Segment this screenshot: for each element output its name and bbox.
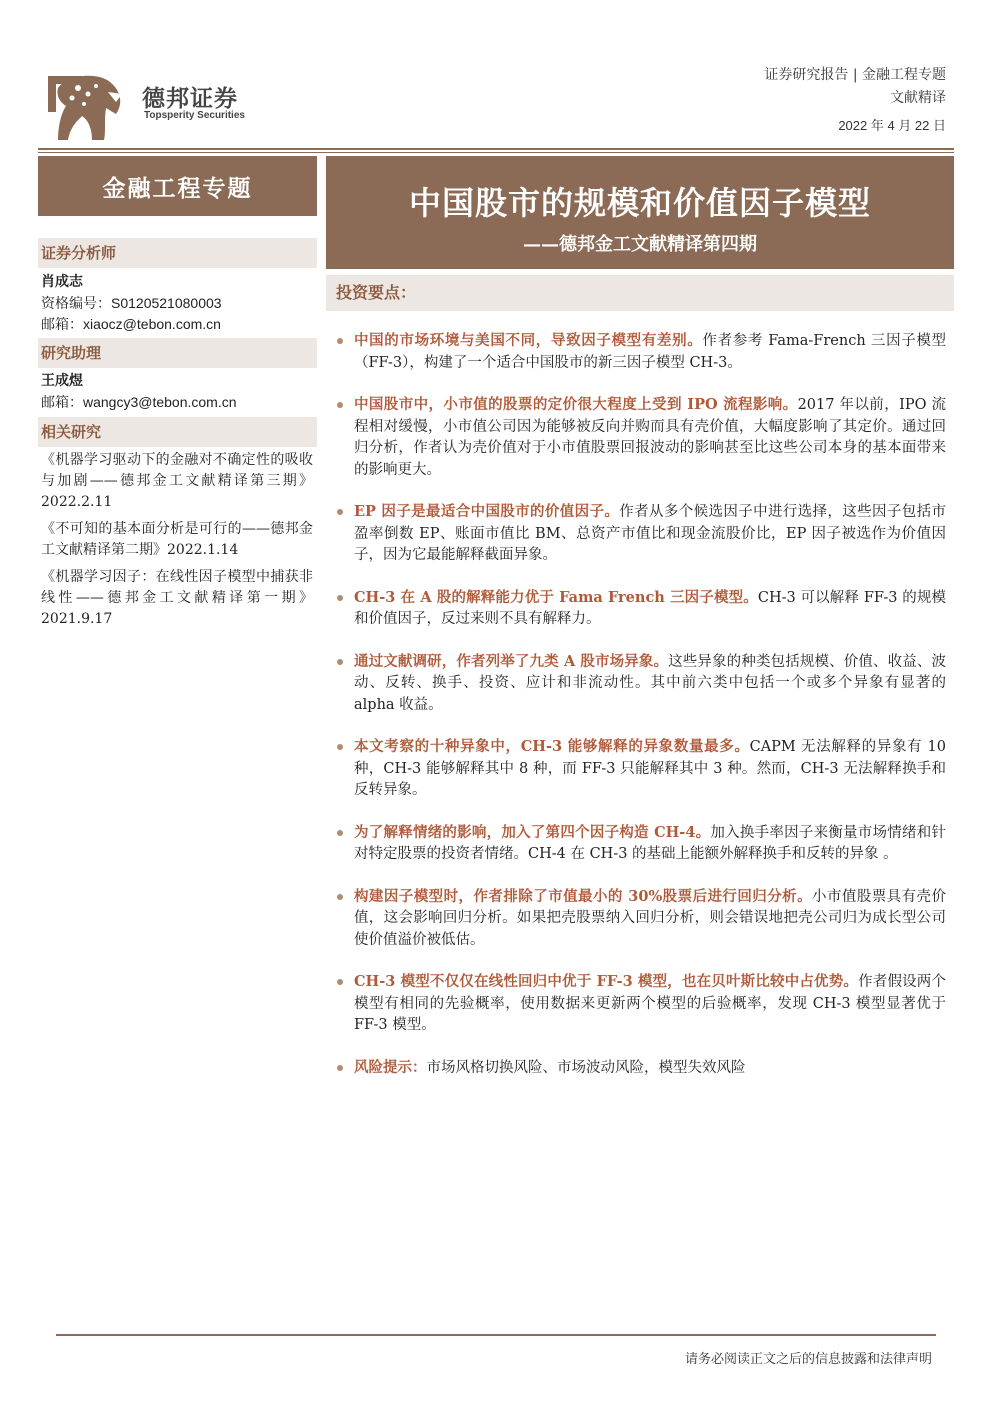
brand-name-cn: 德邦证券 (142, 86, 238, 112)
key-point (334, 394, 946, 481)
report-subtype: 文献精译 (890, 90, 946, 106)
report-meta (764, 64, 946, 137)
risk-warning (334, 1057, 946, 1080)
assistant-name: 王成煜 (41, 373, 83, 389)
key-point-highlight: 中国股市中，小市值的股票的定价很大程度上受到 IPO 流程影响。 (354, 396, 798, 413)
key-point-text: 2017 年以前，IPO 流程相对缓慢，小市值公司因为能够被反向并购而具有壳价值，大幅度影响了其定价。通过回归分析，作者认为壳价值对于小市值股票回报波动的影响甚至比这些公司本身的基本面带来的影响更大。 (354, 397, 946, 478)
bullet-icon (337, 509, 343, 515)
bullet-icon (337, 402, 343, 408)
key-point-text: CH-3 可以解释 FF-3 的规模和价值因子，反过来则不具有解释力。 (354, 589, 946, 627)
report-title: 中国股市的规模和价值因子模型 (408, 184, 871, 222)
bullet-icon (337, 338, 343, 344)
key-points-list (334, 330, 946, 1099)
analyst-section-heading: 证券分析师 (38, 238, 317, 268)
footer-disclaimer: 请务必阅读正文之后的信息披露和法律声明 (684, 1352, 932, 1367)
company-logo (46, 72, 126, 140)
bullet-icon (337, 744, 343, 750)
header-divider (38, 148, 954, 150)
key-points-heading: 投资要点： (326, 275, 954, 311)
key-point-highlight: 本文考察的十种异象中，CH-3 能够解释的异象数量最多。 (354, 738, 750, 755)
key-point-text: 小市值股票具有壳价值，这会影响回归分析。如果把壳股票纳入回归分析，则会错误地把壳公司归为成长型公司使价值溢价被低估。 (354, 888, 946, 948)
key-point-highlight: 通过文献调研，作者列举了九类 A 股市场异象。 (354, 652, 669, 670)
analyst-email: 邮箱：xiaocz@tebon.com.cn (41, 316, 221, 332)
report-type: 证券研究报告 | 金融工程专题 (764, 67, 946, 83)
key-point (334, 971, 946, 1037)
related-research-list (41, 450, 313, 636)
report-subtitle: ——德邦金工文献精译第四期 (523, 234, 757, 255)
key-point (334, 886, 946, 952)
key-point-highlight: 为了解释情绪的影响，加入了第四个因子构造 CH-4。 (354, 823, 711, 841)
related-section-heading: 相关研究 (38, 417, 317, 447)
risk-warning-label: 风险提示： (354, 1058, 427, 1076)
key-point-highlight: 中国的市场环境与美国不同，导致因子模型有差别。 (354, 332, 703, 349)
brand-name-en: Topsperity Securities (144, 110, 245, 121)
bullet-icon (337, 894, 343, 900)
key-point-text: 作者假设两个模型有相同的先验概率，使用数据来更新两个模型的后验概率，发现 CH-3 模型显著优于 FF-3 模型。 (354, 974, 946, 1033)
footer-divider (56, 1334, 936, 1336)
analyst-info (41, 272, 313, 335)
key-point-text: 作者从多个候选因子中进行选择，这些因子包括市盈率倒数 EP、账面市值比 BM、总资产市值比和现金流股价比，EP 因子被选作为价值因子，因为它最能解释截面异象。 (354, 504, 946, 563)
key-point (334, 587, 946, 631)
key-point (334, 822, 946, 866)
key-point-text: 作者参考 Fama-French 三因子模型（FF-3），构建了一个适合中国股市的新三因子模型 CH-3。 (354, 333, 947, 371)
assistant-email: 邮箱：wangcy3@tebon.com.cn (41, 394, 237, 410)
key-point (334, 736, 946, 802)
key-point-text: CAPM 无法解释的异象有 10 种，CH-3 能够解释其中 8 种，而 FF-3 只能解释其中 3 种。然而，CH-3 无法解释换手和反转异象。 (354, 739, 946, 798)
related-research-item[interactable]: 《机器学习驱动下的金融对不确定性的吸收与加剧——德邦金工文献精译第三期》2022.2.11 (41, 452, 313, 510)
key-point-highlight: EP 因子是最适合中国股市的价值因子。 (354, 503, 620, 520)
assistant-info (41, 371, 313, 413)
key-point (334, 501, 946, 567)
key-point-highlight: CH-3 在 A 股的解释能力优于 Fama French 三因子模型。 (354, 588, 758, 606)
bullet-icon (337, 659, 343, 665)
bullet-icon (337, 1065, 343, 1071)
related-research-item[interactable]: 《机器学习因子：在线性因子模型中捕获非线性——德邦金工文献精译第一期》2021.9.17 (41, 569, 313, 627)
title-banner (326, 156, 954, 269)
header-divider-thin (38, 152, 954, 153)
key-point-text: 这些异象的种类包括规模、价值、收益、波动、反转、换手、投资、应计和非流动性。其中前六类中包括一个或多个异象有显著的 alpha 收益。 (354, 653, 946, 713)
key-point-highlight: CH-3 模型不仅仅在线性回归中优于 FF-3 模型，也在贝叶斯比较中占优势。 (354, 973, 859, 990)
related-research-item[interactable]: 《不可知的基本面分析是可行的——德邦金工文献精译第二期》2022.1.14 (41, 521, 313, 558)
key-point (334, 330, 946, 374)
bullet-icon (337, 830, 343, 836)
analyst-cert: 资格编号：S0120521080003 (41, 295, 222, 311)
key-point (334, 651, 946, 717)
analyst-name: 肖成志 (41, 274, 83, 290)
risk-warning-text: 市场风格切换风险、市场波动风险，模型失效风险 (426, 1059, 746, 1076)
assistant-section-heading: 研究助理 (38, 338, 317, 368)
key-point-text: 加入换手率因子来衡量市场情绪和针对特定股票的投资者情绪。CH-4 在 CH-3 的基础上能额外解释换手和反转的异象 。 (354, 824, 946, 862)
bullet-icon (337, 979, 343, 985)
bullet-icon (337, 595, 343, 601)
category-banner: 金融工程专题 (38, 156, 317, 216)
report-date: 2022 年 4 月 22 日 (838, 118, 946, 133)
key-point-highlight: 构建因子模型时，作者排除了市值最小的 30%股票后进行回归分析。 (354, 887, 813, 905)
